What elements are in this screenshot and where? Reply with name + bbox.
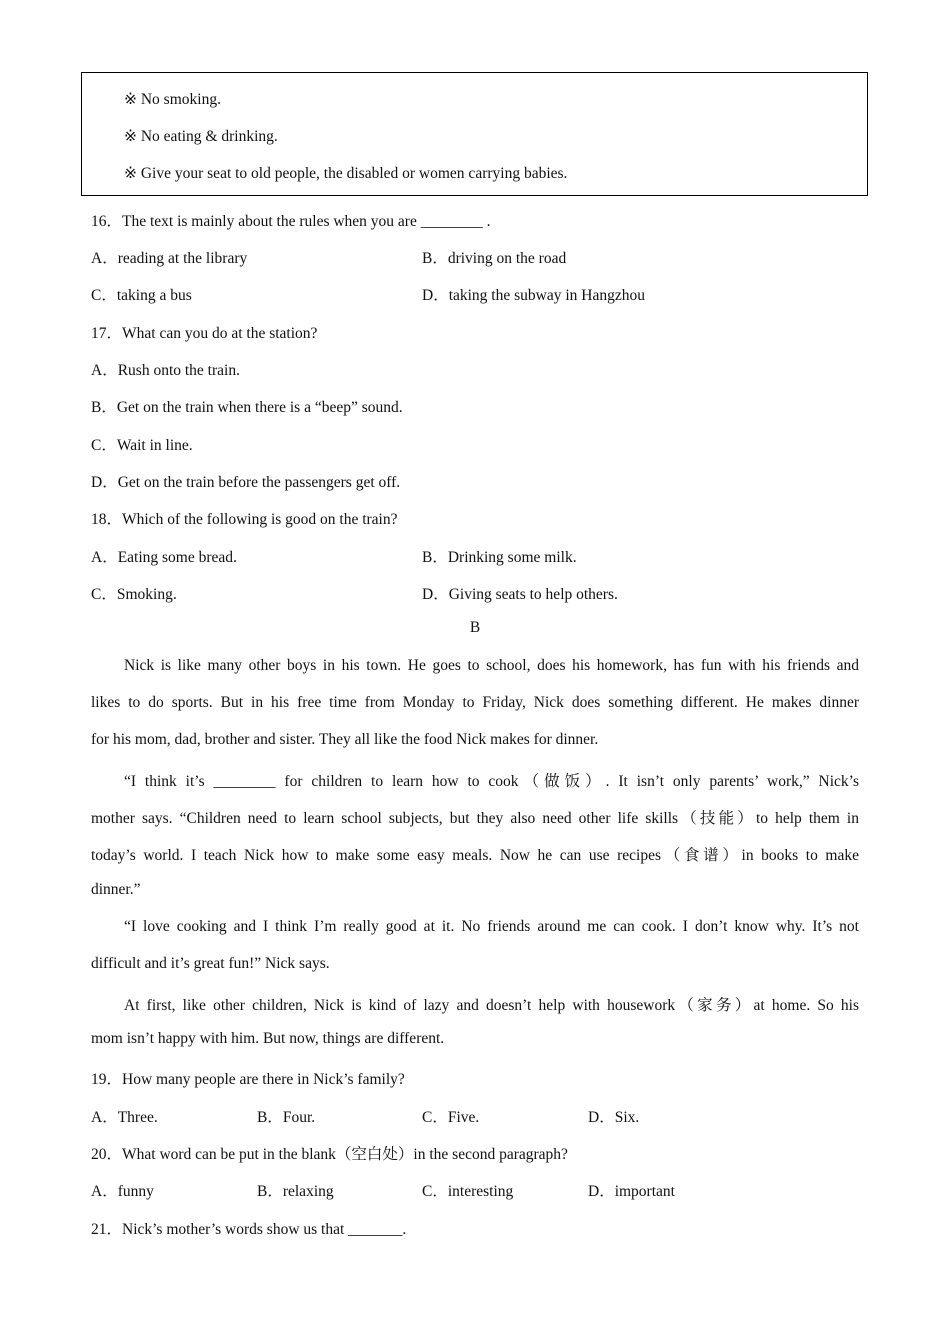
question-19-stem: 19．How many people are there in Nick’s family?	[91, 1071, 405, 1088]
passage-p3-line2: difficult and it’s great fun!” Nick says.	[91, 955, 330, 972]
question-18-stem: 18．Which of the following is good on the train?	[91, 511, 398, 528]
question-16-option-d: D．taking the subway in Hangzhou	[422, 287, 645, 304]
question-18-option-b: B．Drinking some milk.	[422, 549, 577, 566]
question-16-option-b: B．driving on the road	[422, 250, 567, 267]
passage-p1-line2: likes to do sports. But in his free time from Monday to Friday, Nick does something different. He makes dinner	[91, 694, 859, 711]
passage-p2-line2: mother says. “Children need to learn school subjects, but they also need other life skills（技能）to help them in	[91, 810, 859, 827]
question-17-option-c: C．Wait in line.	[91, 437, 193, 454]
question-21-stem: 21．Nick’s mother’s words show us that _______.	[91, 1221, 407, 1238]
question-16-option-a: A．reading at the library	[91, 250, 248, 267]
question-20-option-a: A．funny	[91, 1183, 154, 1200]
rule-give-seat: ※ Give your seat to old people, the disabled or women carrying babies.	[124, 165, 568, 182]
passage-p2-line1: “I think it’s ________ for children to learn how to cook（做饭）. It isn’t only parents’ work,” Nick’s	[124, 773, 859, 790]
passage-p2-line4: dinner.”	[91, 881, 141, 898]
question-20-stem: 20．What word can be put in the blank（空白处）in the second paragraph?	[91, 1146, 568, 1163]
section-heading-b: B	[469, 619, 481, 636]
passage-p2-line3: today’s world. I teach Nick how to make some easy meals. Now he can use recipes（食谱）in books to make	[91, 847, 859, 864]
question-19-option-c: C．Five.	[422, 1109, 480, 1126]
passage-p4-line2: mom isn’t happy with him. But now, things are different.	[91, 1030, 445, 1047]
question-18-option-c: C．Smoking.	[91, 586, 177, 603]
rule-no-eating: ※ No eating & drinking.	[124, 128, 278, 145]
passage-p1-line3: for his mom, dad, brother and sister. They all like the food Nick makes for dinner.	[91, 731, 599, 748]
question-16-stem: 16．The text is mainly about the rules when you are ________ .	[91, 213, 491, 230]
question-19-option-a: A．Three.	[91, 1109, 158, 1126]
question-18-option-d: D．Giving seats to help others.	[422, 586, 618, 603]
passage-p4-line1: At first, like other children, Nick is kind of lazy and doesn’t help with housework（家务）at home. So his	[124, 997, 859, 1014]
question-17-option-a: A．Rush onto the train.	[91, 362, 240, 379]
question-20-option-b: B．relaxing	[257, 1183, 334, 1200]
rules-box	[81, 72, 868, 196]
passage-p1-line1: Nick is like many other boys in his town. He goes to school, does his homework, has fun with his friends and	[124, 657, 859, 674]
rule-no-smoking: ※ No smoking.	[124, 91, 221, 108]
question-17-option-d: D．Get on the train before the passengers get off.	[91, 474, 401, 491]
passage-p3-line1: “I love cooking and I think I’m really good at it. No friends around me can cook. I don’t know why. It’s not	[124, 918, 859, 935]
question-19-option-b: B．Four.	[257, 1109, 316, 1126]
question-20-option-d: D．important	[588, 1183, 675, 1200]
question-20-option-c: C．interesting	[422, 1183, 514, 1200]
question-18-option-a: A．Eating some bread.	[91, 549, 237, 566]
question-17-option-b: B．Get on the train when there is a “beep” sound.	[91, 399, 403, 416]
question-19-option-d: D．Six.	[588, 1109, 640, 1126]
question-17-stem: 17．What can you do at the station?	[91, 325, 318, 342]
question-16-option-c: C．taking a bus	[91, 287, 192, 304]
